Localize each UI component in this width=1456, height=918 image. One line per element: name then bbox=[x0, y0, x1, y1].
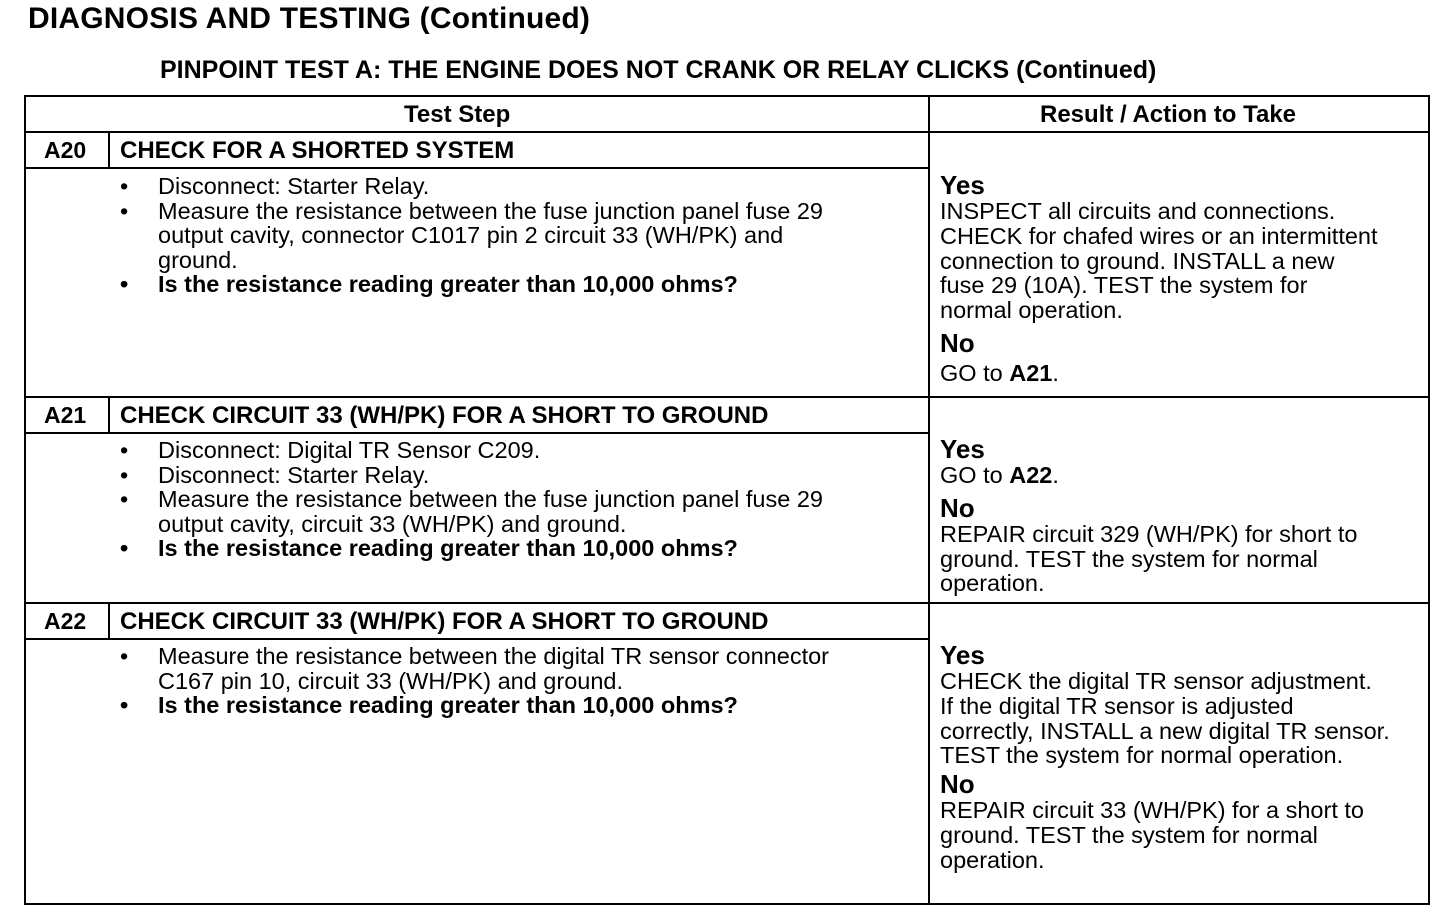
header-divider bbox=[26, 131, 1428, 133]
step-title: CHECK CIRCUIT 33 (WH/PK) FOR A SHORT TO GROUND bbox=[120, 402, 769, 429]
step-title: CHECK FOR A SHORTED SYSTEM bbox=[120, 137, 515, 164]
result-line: INSPECT all circuits and connections. bbox=[940, 198, 1336, 224]
column-divider bbox=[928, 97, 930, 903]
row-divider bbox=[26, 396, 1428, 398]
step-id: A21 bbox=[44, 402, 87, 428]
result-line: operation. bbox=[940, 570, 1045, 597]
header-test-step: Test Step bbox=[404, 101, 511, 128]
instruction-question: • Is the resistance reading greater than 10,000 ohms? bbox=[120, 272, 823, 297]
row-divider bbox=[26, 602, 1428, 604]
goto-line: GO to A22. bbox=[940, 462, 1059, 488]
instruction-item: • Disconnect: Starter Relay. bbox=[120, 174, 823, 199]
step-instructions bbox=[120, 174, 823, 297]
step-id: A22 bbox=[44, 608, 87, 634]
instruction-item: • Disconnect: Starter Relay. bbox=[120, 463, 823, 488]
instruction-item: • Disconnect: Digital TR Sensor C209. bbox=[120, 438, 823, 463]
goto-line: GO to A21. bbox=[940, 359, 1059, 386]
instruction-question: • Is the resistance reading greater than 10,000 ohms? bbox=[120, 536, 823, 561]
result-line: TEST the system for normal operation. bbox=[940, 742, 1344, 769]
goto-ref: A21 bbox=[1009, 359, 1053, 386]
result-line: operation. bbox=[940, 846, 1045, 873]
result-line: CHECK the digital TR sensor adjustment. bbox=[940, 668, 1372, 694]
instruction-item: • Measure the resistance between the fuse junction panel fuse 29 bbox=[120, 199, 823, 224]
result-block bbox=[940, 641, 1390, 873]
yes-label: Yes bbox=[940, 434, 985, 464]
result-line: normal operation. bbox=[940, 297, 1123, 324]
result-line: ground. TEST the system for normal bbox=[940, 821, 1318, 848]
step-instructions bbox=[120, 438, 823, 561]
yes-label: Yes bbox=[940, 640, 985, 670]
result-block bbox=[940, 435, 1357, 596]
no-label: No bbox=[940, 327, 975, 358]
instruction-item-continued: output cavity, circuit 33 (WH/PK) and ground. bbox=[158, 510, 627, 537]
instruction-question: • Is the resistance reading greater than 10,000 ohms? bbox=[120, 693, 829, 718]
page-subtitle: PINPOINT TEST A: THE ENGINE DOES NOT CRANK OR RELAY CLICKS (Continued) bbox=[160, 56, 1157, 84]
yes-label: Yes bbox=[940, 170, 985, 200]
page-title: DIAGNOSIS AND TESTING (Continued) bbox=[28, 2, 591, 35]
instruction-item: • Measure the resistance between the digital TR sensor connector bbox=[120, 644, 829, 669]
instruction-item: • Measure the resistance between the fuse junction panel fuse 29 bbox=[120, 487, 823, 512]
no-label: No bbox=[940, 769, 975, 800]
instruction-item-continued: ground. bbox=[158, 246, 238, 273]
result-line: If the digital TR sensor is adjusted bbox=[940, 692, 1294, 719]
step-instructions bbox=[120, 644, 829, 718]
result-line: REPAIR circuit 329 (WH/PK) for short to bbox=[940, 520, 1358, 547]
step-title: CHECK CIRCUIT 33 (WH/PK) FOR A SHORT TO GROUND bbox=[120, 608, 769, 635]
result-block bbox=[940, 171, 1378, 386]
no-label: No bbox=[940, 492, 975, 523]
result-line: ground. TEST the system for normal bbox=[940, 545, 1318, 572]
result-line: REPAIR circuit 33 (WH/PK) for a short to bbox=[940, 797, 1364, 824]
pinpoint-test-table bbox=[24, 95, 1430, 905]
result-line: correctly, INSTALL a new digital TR sensor. bbox=[940, 717, 1390, 744]
result-line: connection to ground. INSTALL a new bbox=[940, 247, 1335, 274]
result-line: CHECK for chafed wires or an intermittent bbox=[940, 222, 1378, 249]
step-id: A20 bbox=[44, 137, 87, 163]
header-result-action: Result / Action to Take bbox=[1040, 101, 1297, 128]
instruction-item-continued: output cavity, connector C1017 pin 2 circuit 33 (WH/PK) and bbox=[158, 222, 784, 248]
result-line: fuse 29 (10A). TEST the system for bbox=[940, 272, 1308, 299]
instruction-item-continued: C167 pin 10, circuit 33 (WH/PK) and ground. bbox=[158, 667, 624, 694]
goto-ref: A22 bbox=[1009, 462, 1053, 488]
